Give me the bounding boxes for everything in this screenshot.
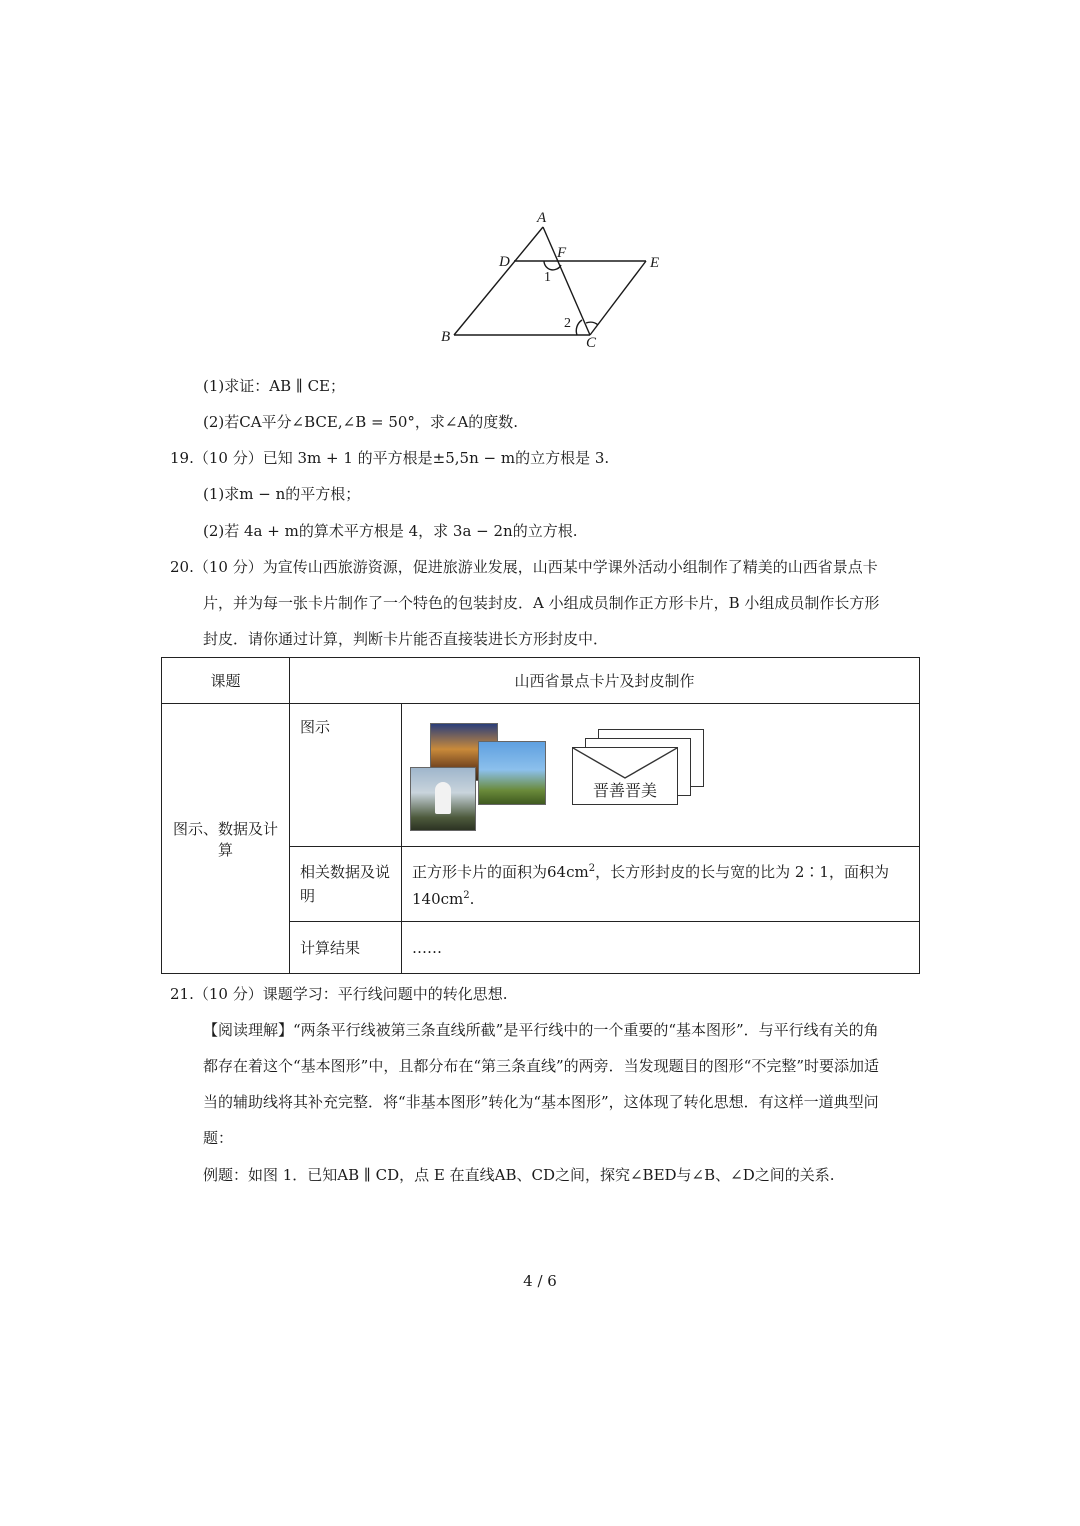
q21-p2: 都存在着这个“基本图形”中，且都分布在“第三条直线”的两旁．当发现题目的图形“不完整”时要添加适: [203, 1057, 880, 1075]
label-F: F: [557, 245, 567, 261]
result-label: 计算结果: [290, 922, 402, 974]
envelope-front: [572, 747, 678, 805]
q20-line3: 封皮．请你通过计算，判断卡片能否直接装进长方形封皮中．: [203, 630, 609, 648]
angle-2-arc-2: [586, 322, 598, 325]
q21-p3: 当的辅助线将其补充完整．将“非基本图形”转化为“基本图形”，这体现了转化思想．有这样一道典型问: [203, 1093, 879, 1111]
label-E: E: [650, 255, 660, 271]
diagram-label: 图示: [290, 704, 402, 847]
q20-line2: 片，并为每一张卡片制作了一个特色的包装封皮．A 小组成员制作正方形卡片，B 小组成员制作长方形: [203, 594, 880, 612]
data-text: [402, 847, 920, 922]
q21-stem: 21.（10 分）课题学习：平行线问题中的转化思想.: [170, 985, 508, 1003]
pagoda-photo: [478, 741, 546, 805]
topic-label: 课题: [162, 658, 290, 704]
label-C: C: [586, 335, 597, 350]
data-text-4: .: [469, 890, 475, 908]
result-value: ……: [402, 922, 920, 974]
diagram-cell: [402, 704, 920, 847]
section-label-text: 图示、数据及计算: [172, 819, 278, 859]
segment-AB: [454, 227, 543, 335]
label-angle-2: 2: [564, 316, 571, 331]
data-label: 相关数据及说明: [290, 847, 402, 922]
data-text-1: 正方形卡片的面积为64cm: [412, 863, 589, 881]
section-label: [162, 704, 290, 974]
q21-p1: 【阅读理解】“两条平行线被第三条直线所截”是平行线中的一个重要的“基本图形”．与平行线有关的角: [203, 1021, 879, 1039]
data-sup-2: 2: [463, 890, 470, 901]
envelopes: [572, 729, 712, 829]
envelope-text: 晋善晋美: [593, 781, 658, 800]
data-sup-1: 2: [588, 863, 596, 874]
label-A: A: [537, 210, 547, 226]
angle-2-arc: [576, 320, 582, 335]
q19-stem: 19.（10 分）已知 3m + 1 的平方根是±5,5n − m的立方根是 3.: [170, 449, 610, 467]
q20-table: [161, 657, 920, 974]
white-stupa-photo: [410, 767, 476, 831]
q19-part1: (1)求m − n的平方根；: [203, 485, 361, 503]
q21-p4: 题：: [203, 1129, 234, 1147]
geometry-figure: [430, 205, 670, 350]
q18-part2: (2)若CA平分∠BCE,∠B = 50°，求∠A的度数.: [203, 413, 519, 431]
data-text-3: 140cm: [412, 890, 464, 908]
stupa-shape: [435, 782, 451, 814]
label-D: D: [499, 254, 510, 270]
page-number: 4 / 6: [523, 1272, 557, 1290]
label-B: B: [441, 329, 451, 345]
q18-part1: (1)求证：AB ∥ CE；: [203, 377, 345, 395]
q21-example: 例题：如图 1．已知AB ∥ CD，点 E 在直线AB、CD之间，探究∠BED与∠B、∠D之间的关系.: [203, 1166, 835, 1184]
topic-value: 山西省景点卡片及封皮制作: [290, 658, 920, 704]
label-angle-1: 1: [544, 270, 551, 285]
q20-line1: 20.（10 分）为宣传山西旅游资源，促进旅游业发展，山西某中学课外活动小组制作了精美的山西省景点卡: [170, 558, 878, 576]
segment-CE: [590, 261, 646, 335]
diagram-images: [410, 715, 710, 835]
q19-part2: (2)若 4a + m的算术平方根是 4，求 3a − 2n的立方根.: [203, 522, 578, 540]
data-text-2: ，长方形封皮的长与宽的比为 2∶1，面积为: [595, 863, 889, 881]
